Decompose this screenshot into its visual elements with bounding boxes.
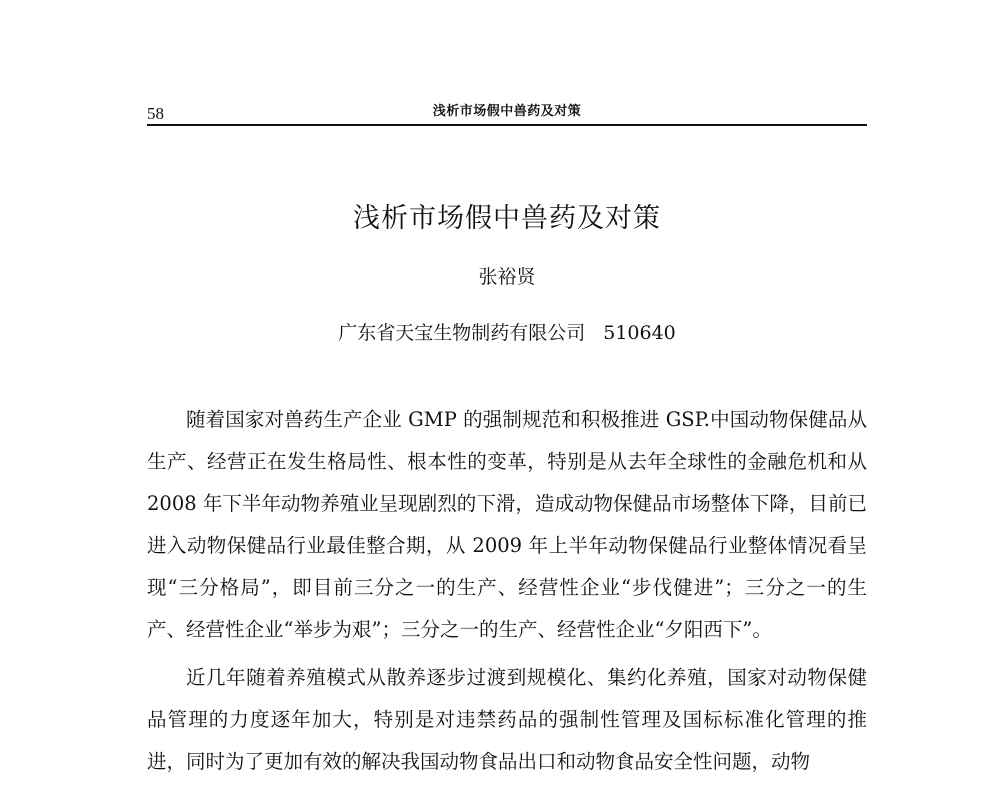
affiliation-postcode: 510640	[603, 322, 676, 344]
author-affiliation	[147, 318, 867, 345]
article-body	[147, 399, 867, 789]
running-header	[147, 96, 867, 126]
author-name: 张裕贤	[478, 266, 536, 288]
body-paragraph: 近几年随着养殖模式从散养逐步过渡到规模化、集约化养殖，国家对动物保健品管理的力度逐年加大，特别是对违禁药品的强制性管理及国标标准化管理的推进，同时为了更加有效的解决我国动物食品出口和动物食品安全性问题，动物	[147, 666, 867, 773]
running-title: 浅析市场假中兽药及对策	[432, 104, 582, 119]
affiliation-name: 广东省天宝生物制药有限公司	[338, 322, 586, 344]
body-paragraph: 随着国家对兽药生产企业 GMP 的强制规范和积极推进 GSP.中国动物保健品从生产、经营正在发生格局性、根本性的变革，特别是从去年全球性的金融危机和从 2008 年下半年动物养殖业呈现剧烈的下滑，造成动物保健品市场整体下降，目前已进入动物保健品行业最佳整合期，从 2009 年上半年动物保健品行业整体情况看呈现“三分格局”，即目前三分之一的生产、经营性企业“步伐健进”；三分之一的生产、经营性企业“举步为艰”；三分之一的生产、经营性企业“夕阳西下”。	[147, 408, 867, 641]
article-title: 浅析市场假中兽药及对策	[353, 203, 661, 234]
page-number: 58	[147, 104, 164, 123]
